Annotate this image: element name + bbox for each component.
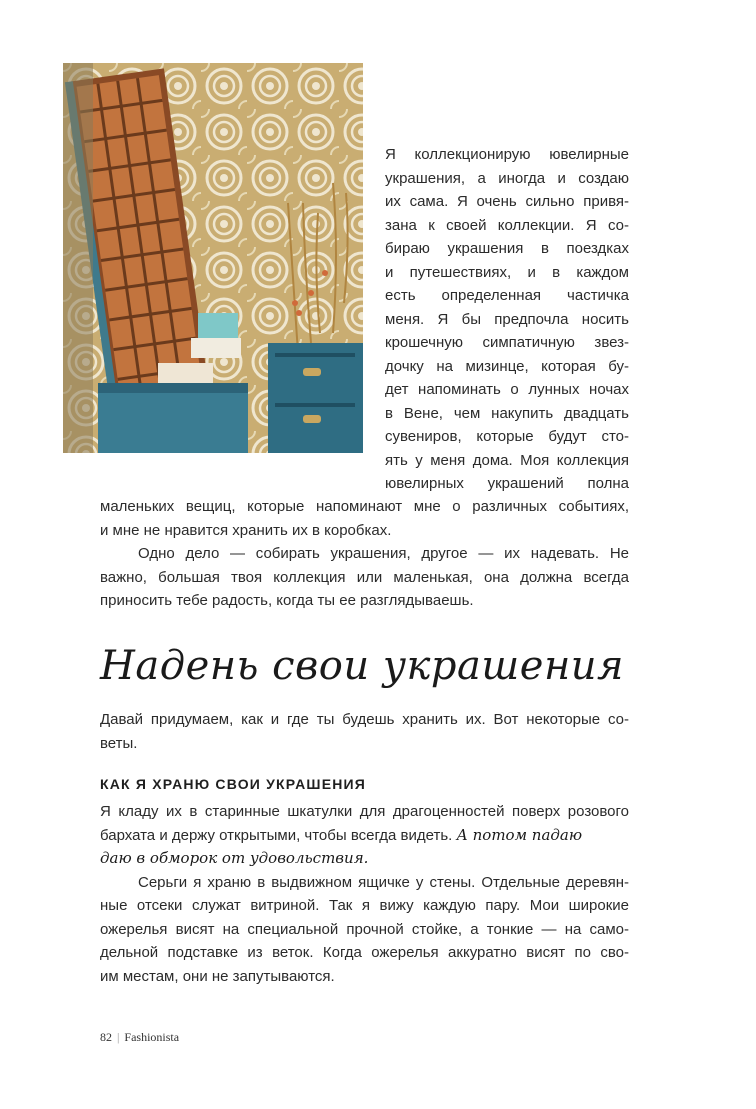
text-line: в Вене, чем накупить двадцать (385, 404, 629, 422)
text-line: ять у меня дома. Моя коллекция (385, 451, 629, 469)
text-line: зана к своей коллекции. Я со- (385, 216, 629, 234)
text-line: Одно дело — собирать украшения, другое — их надевать. Не (138, 545, 629, 562)
script-note: А потом падаю (456, 825, 583, 844)
text-line: веты. (100, 734, 138, 752)
storage-text (100, 800, 629, 988)
text-line: крошечную симпатичную звез- (385, 334, 629, 351)
intro-wrapped-text (385, 143, 629, 496)
text-line: маленьких вещиц, которые напоминают мне о различных событиях, (100, 498, 629, 515)
text-line: важно, большая твоя коллекция или маленькая, она должна всегда (100, 568, 629, 586)
text-line: украшения, а иногда и создаю (385, 169, 629, 187)
text-fragment: бархата и держу открытыми, чтобы всегда видеть. (100, 826, 453, 844)
book-title: Fashionista (124, 1030, 180, 1044)
section-heading: Надень свои украшения (100, 643, 625, 689)
text-line: ювелирных украшений полна (385, 475, 629, 492)
script-note-line: даю в обморок от удовольствия. (100, 849, 369, 867)
text-line: Я кладу их в старинные шкатулки для драгоценностей поверх розового (100, 803, 629, 820)
text-line: и путешествиях, и в каждом (385, 263, 629, 281)
text-line: ожерелья висят на специальной прочной стойке, а тонкие — на само- (100, 920, 629, 938)
text-line: их сама. Я очень сильно привя- (385, 193, 629, 210)
text-line: Давай придумаем, как и где ты будешь хранить их. Вот некоторые со- (100, 711, 629, 728)
text-line: приносить тебе радость, когда ты ее разглядываешь. (100, 592, 474, 609)
text-line: есть определенная частичка (385, 287, 629, 304)
page-footer (100, 1030, 179, 1045)
text-line: бираю украшения в поездках (385, 240, 629, 257)
text-line: дет напоминать о лунных ночах (385, 381, 629, 398)
text-line (100, 824, 629, 848)
text-line: и мне не нравится хранить их в коробках. (100, 521, 392, 539)
footer-separator: | (117, 1030, 120, 1044)
text-line: дочку на мизинце, которая бу- (385, 357, 629, 375)
text-line: дельной подставке из веток. Когда ожерелья аккуратно висят по сво- (100, 944, 629, 961)
text-line: ные отсеки служат витриной. Так я вижу каждую пару. Мои широкие (100, 897, 629, 914)
text-line: Серьги я храню в выдвижном ящичке у стены. Отдельные деревян- (138, 873, 629, 891)
section-intro (100, 708, 629, 755)
text-line: сувениров, которые будут сто- (385, 428, 629, 445)
jewelry-photo (63, 63, 363, 453)
intro-continuation (100, 495, 629, 613)
page-number: 82 (100, 1030, 112, 1044)
text-line: меня. Я бы предпочла носить (385, 310, 629, 328)
text-line: им местам, они не запутываются. (100, 967, 335, 985)
subsection-heading: КАК Я ХРАНЮ СВОИ УКРАШЕНИЯ (100, 776, 367, 792)
text-line: Я коллекционирую ювелирные (385, 146, 629, 163)
